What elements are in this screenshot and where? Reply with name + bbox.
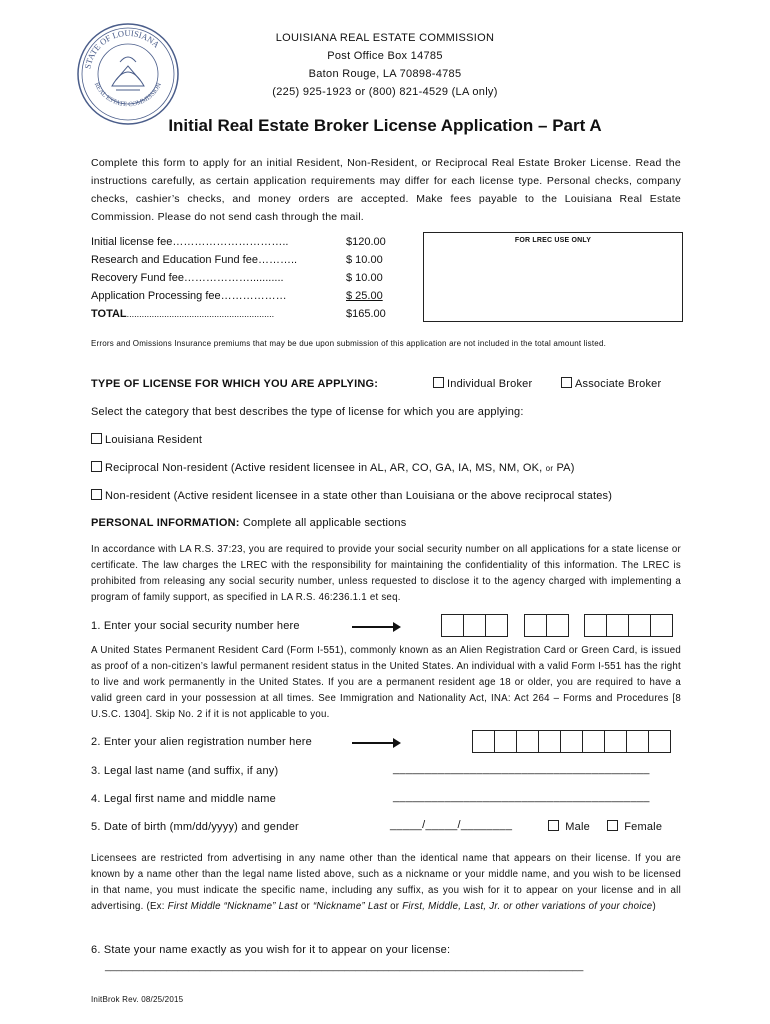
fee-row bbox=[91, 254, 401, 272]
eo-note: Errors and Omissions Insurance premiums that may be due upon submission of this application are not included in the total amount listed. bbox=[91, 339, 607, 348]
org-name: LOUISIANA REAL ESTATE COMMISSION bbox=[275, 32, 495, 44]
fee-row bbox=[91, 272, 401, 290]
intro-paragraph: Complete this form to apply for an initial Resident, Non-Resident, or Reciprocal Real Estate Broker License. Read the instructions carefully, as certain application requirements may differ for each license type. Personal checks, company checks, cashier’s checks, and money orders are accepted. Make fees payable to the Louisiana Real Estate Commission. Please do not send cash through the mail. bbox=[91, 157, 681, 223]
ssn-digit-box[interactable] bbox=[546, 614, 569, 637]
alien-registration-boxes[interactable] bbox=[472, 730, 670, 753]
fee-row bbox=[91, 290, 401, 308]
fee-total-amount: $165.00 bbox=[346, 308, 386, 320]
associate-broker-checkbox[interactable] bbox=[561, 377, 572, 388]
license-name-field[interactable]: ______________________________________________________________________________________ bbox=[105, 961, 584, 972]
last-name-field[interactable]: ________________________________________ bbox=[393, 763, 650, 775]
reciprocal-nonresident-checkbox[interactable] bbox=[91, 461, 102, 472]
category-prompt: Select the category that best describes the type of license for which you are applying: bbox=[91, 406, 524, 418]
ssn-group-3[interactable] bbox=[584, 614, 672, 637]
or-text: or bbox=[387, 901, 403, 912]
arrow-right-icon bbox=[352, 626, 398, 628]
advertising-paragraph bbox=[91, 851, 681, 915]
reciprocal-or-text: or bbox=[545, 464, 554, 473]
female-label: Female bbox=[624, 821, 663, 833]
org-address2: Baton Rouge, LA 70898-4785 bbox=[308, 68, 462, 80]
alien-digit-box[interactable] bbox=[516, 730, 539, 753]
lrec-use-only-label: FOR LREC USE ONLY bbox=[514, 237, 592, 244]
close-paren: ) bbox=[652, 901, 656, 912]
louisiana-resident-option[interactable] bbox=[91, 433, 202, 446]
associate-broker-option[interactable] bbox=[561, 377, 661, 390]
first-middle-name-field[interactable]: ________________________________________ bbox=[393, 791, 650, 803]
fee-label: Recovery Fund fee………………........... bbox=[91, 272, 284, 284]
fee-label: Application Processing fee……………… bbox=[91, 290, 287, 302]
ssn-digit-box[interactable] bbox=[584, 614, 607, 637]
individual-broker-label: Individual Broker bbox=[447, 378, 533, 390]
reciprocal-pa-text: PA) bbox=[556, 462, 575, 474]
ssn-group-1[interactable] bbox=[441, 614, 507, 637]
alien-digit-box[interactable] bbox=[538, 730, 561, 753]
alien-digit-box[interactable] bbox=[626, 730, 649, 753]
alien-digit-box[interactable] bbox=[604, 730, 627, 753]
fee-total-dots: ........................................................... bbox=[126, 309, 275, 319]
fee-row bbox=[91, 236, 401, 254]
alien-digit-box[interactable] bbox=[472, 730, 495, 753]
male-label: Male bbox=[565, 821, 590, 833]
q5-label: 5. Date of birth (mm/dd/yyyy) and gender bbox=[91, 821, 299, 833]
ssn-digit-box[interactable] bbox=[441, 614, 464, 637]
example-3: First, Middle, Last, Jr. or other variations of your choice bbox=[402, 901, 653, 912]
advertising-text: Licensees are restricted from advertising in any name other than the identical name that appears on their license. If you are known by a name other than the legal name listed above, such as a nickname or your middle name, and you wish to be licensed in that name, you must indicate the specific name, including any suffix, as you wish for it to appear on your license and in all advertising. (Ex: bbox=[91, 853, 681, 912]
arrow-right-icon bbox=[352, 742, 398, 744]
nonresident-checkbox[interactable] bbox=[91, 489, 102, 500]
q4-label: 4. Legal first name and middle name bbox=[91, 793, 276, 805]
individual-broker-checkbox[interactable] bbox=[433, 377, 444, 388]
associate-broker-label: Associate Broker bbox=[575, 378, 662, 390]
reciprocal-nonresident-label: Reciprocal Non-resident (Active resident licensee in AL, AR, CO, GA, IA, MS, NM, OK, bbox=[105, 462, 543, 474]
personal-info-subheading: Complete all applicable sections bbox=[242, 517, 407, 529]
ssn-digit-box[interactable] bbox=[485, 614, 508, 637]
ssn-group-2[interactable] bbox=[524, 614, 568, 637]
female-option[interactable] bbox=[607, 820, 662, 833]
ssn-digit-box[interactable] bbox=[606, 614, 629, 637]
or-text: or bbox=[297, 901, 313, 912]
fee-amount: $ 10.00 bbox=[346, 254, 383, 266]
female-checkbox[interactable] bbox=[607, 820, 618, 831]
fee-total-label: TOTAL bbox=[91, 308, 127, 320]
q6-label: 6. State your name exactly as you wish for it to appear on your license: bbox=[91, 944, 451, 956]
alien-digit-box[interactable] bbox=[648, 730, 671, 753]
org-address1: Post Office Box 14785 bbox=[327, 50, 443, 62]
nonresident-label: Non-resident (Active resident licensee in a state other than Louisiana or the above reciprocal states) bbox=[105, 490, 613, 502]
example-1: First Middle “Nickname” Last bbox=[167, 901, 298, 912]
male-checkbox[interactable] bbox=[548, 820, 559, 831]
date-of-birth-field[interactable]: _____/_____/________ bbox=[390, 819, 513, 831]
ssn-paragraph: In accordance with LA R.S. 37:23, you are required to provide your social security number on all applications for a state license or certificate. The law charges the LREC with the responsibility for maintaining the confidentiality of this information. The LREC is prohibited from releasing any social security number, unless requested to disclose it to the agency charged with implementing a program of family support, as specified in LA R.S. 46:236.1.1 et seq. bbox=[91, 544, 681, 603]
form-title: Initial Real Estate Broker License Application – Part A bbox=[168, 116, 602, 135]
fee-label: Initial license fee………………………….. bbox=[91, 236, 289, 248]
example-2: “Nickname” Last bbox=[312, 901, 388, 912]
ssn-digit-box[interactable] bbox=[463, 614, 486, 637]
reciprocal-nonresident-option[interactable] bbox=[91, 461, 575, 474]
seal-top-text: STATE OF LOUISIANA bbox=[82, 27, 162, 70]
q2-label: 2. Enter your alien registration number here bbox=[91, 736, 312, 748]
personal-info-heading: PERSONAL INFORMATION: bbox=[91, 517, 240, 529]
ssn-digit-box[interactable] bbox=[650, 614, 673, 637]
ssn-digit-box[interactable] bbox=[628, 614, 651, 637]
fee-total-row bbox=[91, 308, 401, 326]
green-card-paragraph: A United States Permanent Resident Card (Form I-551), commonly known as an Alien Registration Card or Green Card, is issued as proof of a non-citizen’s lawful permanent resident status in the United States. An individual with a valid Form I-551 has the right to live and work permanently in the United States. If you are a permanent resident age 18 or older, you are required to have a valid green card in your possession at all times. See Immigration and Nationality Act, INA: Act 264 – Forms and Procedures [8 U.S.C. 1304]. Skip No. 2 if it is not applicable to you. bbox=[91, 645, 681, 720]
fee-amount: $ 25.00 bbox=[346, 290, 383, 302]
form-revision: InitBrok Rev. 08/25/2015 bbox=[91, 995, 184, 1004]
male-option[interactable] bbox=[548, 820, 590, 833]
fee-amount: $ 10.00 bbox=[346, 272, 383, 284]
fee-label: Research and Education Fund fee……….. bbox=[91, 254, 298, 266]
q3-label: 3. Legal last name (and suffix, if any) bbox=[91, 765, 279, 777]
louisiana-resident-checkbox[interactable] bbox=[91, 433, 102, 444]
alien-digit-box[interactable] bbox=[560, 730, 583, 753]
org-phone: (225) 925-1923 or (800) 821-4529 (LA only) bbox=[272, 86, 498, 98]
fee-amount: $120.00 bbox=[346, 236, 386, 248]
license-type-heading: TYPE OF LICENSE FOR WHICH YOU ARE APPLYING: bbox=[91, 378, 379, 390]
lrec-use-only-box bbox=[423, 232, 683, 322]
nonresident-option[interactable] bbox=[91, 489, 612, 502]
personal-info-heading-row bbox=[91, 517, 406, 529]
louisiana-resident-label: Louisiana Resident bbox=[105, 434, 203, 446]
ssn-digit-box[interactable] bbox=[524, 614, 547, 637]
alien-digit-box[interactable] bbox=[582, 730, 605, 753]
individual-broker-option[interactable] bbox=[433, 377, 532, 390]
alien-digit-box[interactable] bbox=[494, 730, 517, 753]
seal-bottom-text: REAL ESTATE COMMISSION bbox=[92, 81, 164, 109]
q1-label: 1. Enter your social security number here bbox=[91, 620, 300, 632]
